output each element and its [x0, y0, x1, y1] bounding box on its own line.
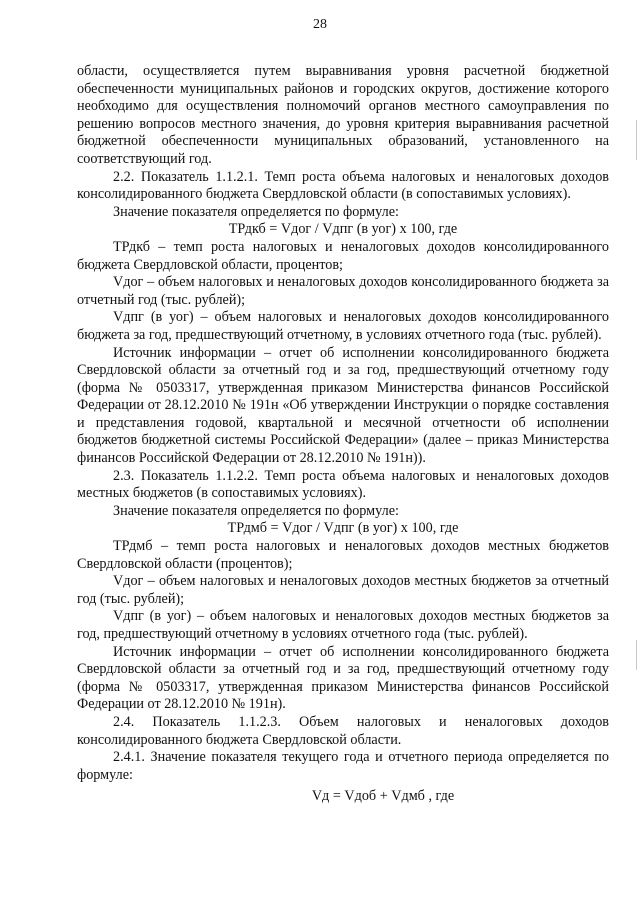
scan-edge-mark — [636, 640, 637, 670]
formula: ТРдкб = Vдог / Vдпг (в уог) х 100, где — [228, 221, 458, 238]
paragraph: Vдпг (в уог) – объем налоговых и неналоговых доходов местных бюджетов за год, предшествующий отчетному в условиях отчетного года (тыс. рублей). — [77, 608, 609, 642]
paragraph: Источник информации – отчет об исполнении консолидированного бюджета Свердловской области за отчетный год и за год, предшествующий отчетному году (форма № 0503317, утвержденная приказом Министерства финансов Российской Федерации от 28.12.2010 № 191н «Об утверждении Инструкции о порядке составления и представления годовой, квартальной и месячной отчетности об исполнении бюджетов бюджетной системы Российской Федерации» (далее – приказ Министерства финансов Российской Федерации от 28.12.2010 № 191н)). — [77, 344, 609, 467]
paragraph: Vдог – объем налоговых и неналоговых доходов консолидированного бюджета за отчетный год (тыс. рублей); — [77, 274, 609, 308]
paragraph: 2.4. Показатель 1.1.2.3. Объем налоговых и неналоговых доходов консолидированного бюджета Свердловской области. — [77, 713, 609, 748]
document-body — [77, 63, 609, 806]
formula: Vд = Vдоб + Vдмб , где — [311, 788, 455, 805]
paragraph: Значение показателя определяется по формуле: — [113, 502, 399, 519]
paragraph: Vдпг (в уог) – объем налоговых и неналоговых доходов консолидированного бюджета за год, предшествующий отчетному, в условиях отчетного года (тыс. рублей). — [77, 309, 609, 343]
paragraph: Источник информации – отчет об исполнении консолидированного бюджета Свердловской области за отчетный год и за год, предшествующий отчетному году (форма № 0503317, утвержденная приказом Министерства финансов Российской Федерации от 28.12.2010 № 191н). — [77, 643, 609, 713]
paragraph: Значение показателя определяется по формуле: — [113, 203, 399, 220]
paragraph: ТРдмб – темп роста налоговых и неналоговых доходов местных бюджетов Свердловской области (процентов); — [77, 538, 609, 572]
paragraph: 2.3. Показатель 1.1.2.2. Темп роста объема налоговых и неналоговых доходов местных бюджетов (в сопоставимых условиях). — [77, 467, 609, 502]
page-number: 28 — [313, 17, 327, 32]
scan-edge-mark — [636, 120, 637, 160]
paragraph: 2.4.1. Значение показателя текущего года и отчетного периода определяется по формуле: — [77, 749, 609, 783]
paragraph: области, осуществляется путем выравнивания уровня расчетной бюджетной обеспеченности муниципальных районов и городских округов, достижение которого необходимо для осуществления полномочий органов местного самоуправления по решению вопросов местного значения, до уровня критерия выравнивания расчетной бюджетной обеспеченности муниципальных образований, установленного на соответствующий год. — [77, 63, 609, 167]
paragraph: Vдог – объем налоговых и неналоговых доходов местных бюджетов за отчетный год (тыс. рублей); — [77, 573, 609, 607]
paragraph: ТРдкб – темп роста налоговых и неналоговых доходов консолидированного бюджета Свердловской области, процентов; — [77, 238, 609, 273]
formula: ТРдмб = Vдог / Vдпг (в уог) х 100, где — [227, 520, 459, 537]
paragraph: 2.2. Показатель 1.1.2.1. Темп роста объема налоговых и неналоговых доходов консолидированного бюджета Свердловской области (в сопоставимых условиях). — [77, 168, 609, 203]
